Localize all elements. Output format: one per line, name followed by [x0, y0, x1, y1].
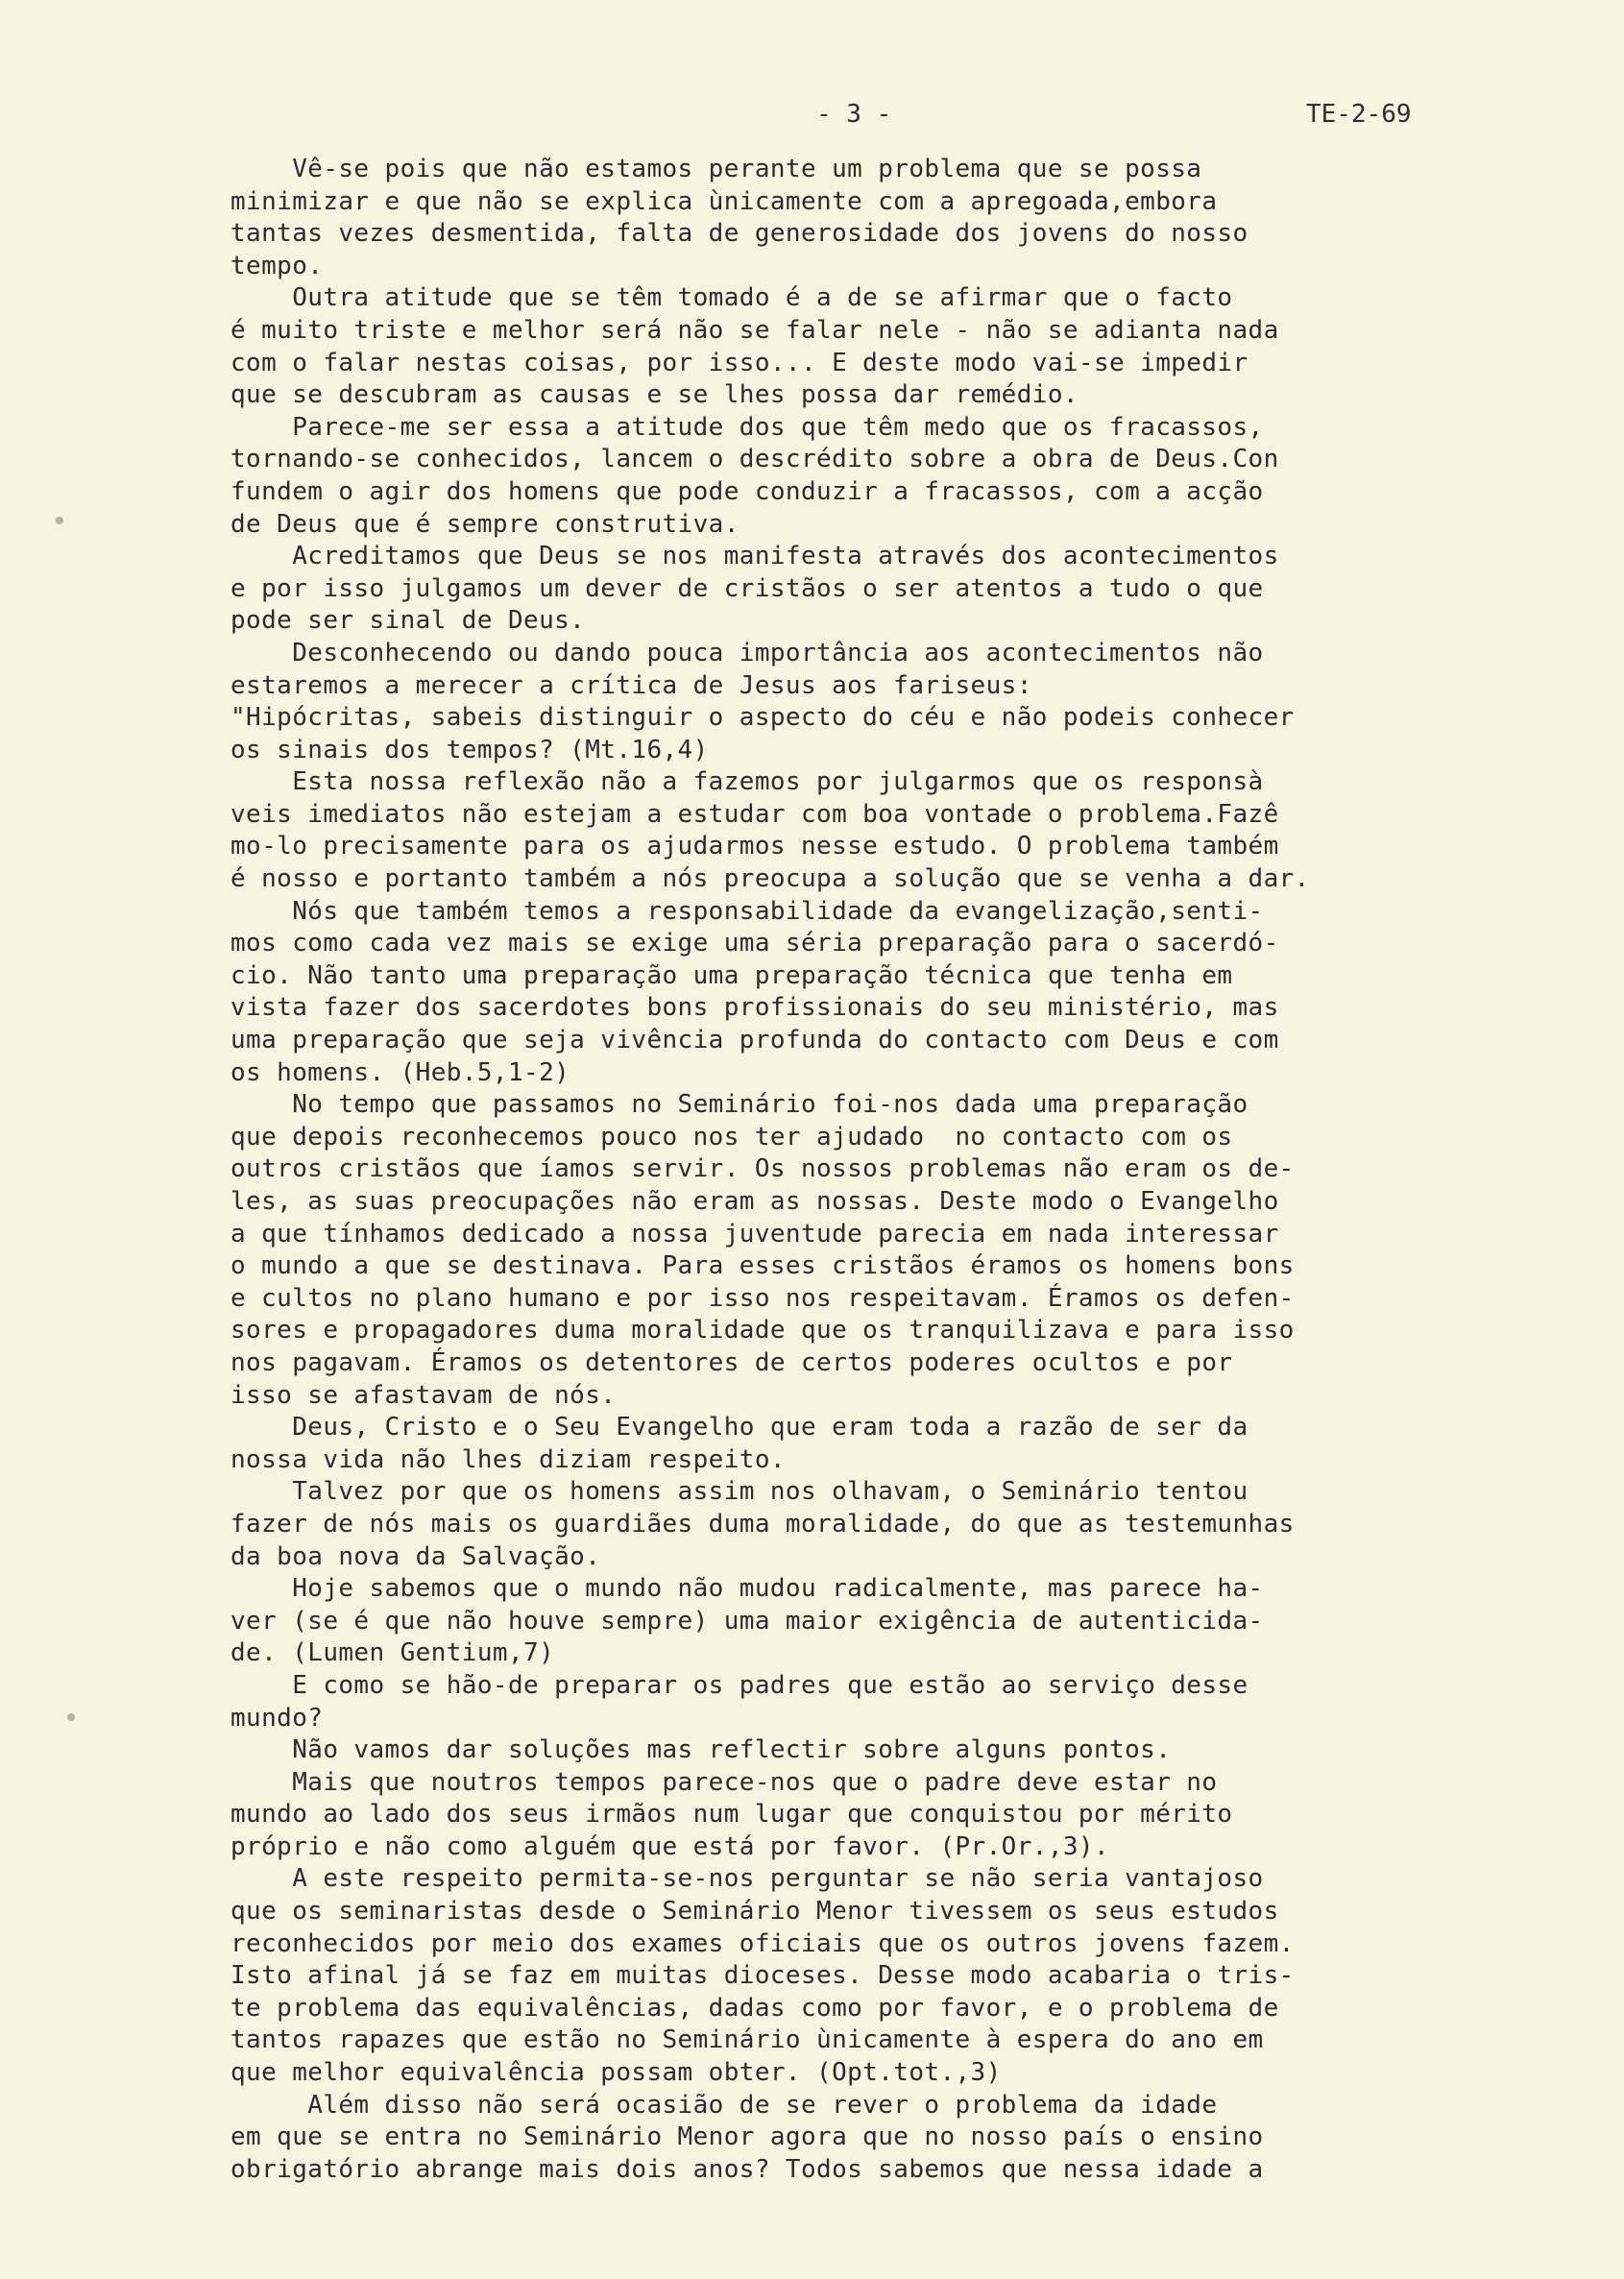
text-line: a que tínhamos dedicado a nossa juventude parecia em nada interessar [230, 1219, 1279, 1249]
text-line: Acreditamos que Deus se nos manifesta através dos acontecimentos [230, 542, 1279, 571]
text-line: "Hipócritas, sabeis distinguir o aspecto do céu e não podeis conhecer [230, 703, 1295, 733]
text-line: de Deus que é sempre construtiva. [230, 509, 739, 539]
text-line: que depois reconhecemos pouco nos ter ajudado no contacto com os [230, 1122, 1233, 1152]
text-line: mundo? [230, 1703, 324, 1733]
text-line: que se descubram as causas e se lhes possa dar remédio. [230, 380, 1079, 410]
text-line: minimizar e que não se explica ùnicamente com a apregoada,embora [230, 186, 1218, 216]
text-line: Talvez por que os homens assim nos olhavam, o Seminário tentou [230, 1477, 1248, 1507]
text-line: estaremos a merecer a crítica de Jesus aos fariseus: [230, 670, 1032, 700]
text-line: te problema das equivalências, dadas como por favor, e o problema de [230, 1993, 1279, 2023]
text-line: é nosso e portanto também a nós preocupa a solução que se venha a dar. [230, 864, 1310, 894]
text-line: é muito triste e melhor será não se falar nele - não se adianta nada [230, 315, 1279, 345]
text-line: vista fazer dos sacerdotes bons profissionais do seu ministério, mas [230, 993, 1279, 1023]
text-line: Mais que noutros tempos parece-nos que o padre deve estar no [230, 1767, 1218, 1797]
text-line: isso se afastavam de nós. [230, 1380, 617, 1410]
text-line: outros cristãos que íamos servir. Os nossos problemas não eram os de- [230, 1154, 1295, 1184]
text-line: uma preparação que seja vivência profunda do contacto com Deus e com [230, 1026, 1279, 1055]
text-line: que melhor equivalência possam obter. (Opt.tot.,3) [230, 2058, 1002, 2088]
punch-hole-mark [67, 1713, 75, 1721]
text-line: pode ser sinal de Deus. [230, 606, 586, 636]
text-line: Não vamos dar soluções mas reflectir sobre alguns pontos. [230, 1735, 1172, 1765]
text-line: les, as suas preocupações não eram as nossas. Deste modo o Evangelho [230, 1187, 1279, 1216]
document-reference: TE-2-69 [1306, 100, 1412, 129]
text-line: os sinais dos tempos? (Mt.16,4) [230, 735, 709, 764]
text-line: cio. Não tanto uma preparação uma preparação técnica que tenha em [230, 960, 1233, 990]
text-line: Hoje sabemos que o mundo não mudou radicalmente, mas parece ha- [230, 1574, 1264, 1604]
text-line: próprio e não como alguém que está por favor. (Pr.Or.,3). [230, 1831, 1110, 1861]
body-text [230, 154, 1565, 2186]
text-line: o mundo a que se destinava. Para esses cristãos éramos os homens bons [230, 1251, 1295, 1281]
text-line: sores e propagadores duma moralidade que os tranquilizava e para isso [230, 1316, 1295, 1346]
text-line: mundo ao lado dos seus irmãos num lugar que conquistou por mérito [230, 1800, 1233, 1830]
text-line: Nós que também temos a responsabilidade da evangelização,senti- [230, 896, 1264, 926]
text-line: tempo. [230, 251, 324, 280]
text-line: nos pagavam. Éramos os detentores de certos poderes ocultos e por [230, 1347, 1233, 1377]
text-line: No tempo que passamos no Seminário foi-nos dada uma preparação [230, 1090, 1248, 1120]
text-line: fundem o agir dos homens que pode conduzir a fracassos, com a acção [230, 476, 1264, 506]
text-line: obrigatório abrange mais dois anos? Todos sabemos que nessa idade a [230, 2154, 1264, 2184]
text-line: veis imediatos não estejam a estudar com boa vontade o problema.Fazê [230, 799, 1279, 829]
text-line: de. (Lumen Gentium,7) [230, 1638, 555, 1668]
text-line: que os seminaristas desde o Seminário Menor tivessem os seus estudos [230, 1897, 1279, 1927]
text-line: Outra atitude que se têm tomado é a de se afirmar que o facto [230, 283, 1233, 313]
text-line: em que se entra no Seminário Menor agora que no nosso país o ensino [230, 2122, 1264, 2152]
text-line: mo-lo precisamente para os ajudarmos nesse estudo. O problema também [230, 832, 1279, 861]
text-line: ver (se é que não houve sempre) uma maior exigência de autenticida- [230, 1606, 1264, 1636]
text-line: Esta nossa reflexão não a fazemos por julgarmos que os responsà [230, 767, 1264, 797]
text-line: mos como cada vez mais se exige uma séria preparação para o sacerdó- [230, 929, 1279, 958]
text-line: Deus, Cristo e o Seu Evangelho que eram toda a razão de ser da [230, 1413, 1248, 1443]
text-line: Vê-se pois que não estamos perante um problema que se possa [230, 155, 1202, 183]
punch-hole-mark [56, 517, 63, 524]
text-line: da boa nova da Salvação. [230, 1541, 601, 1571]
text-line: e cultos no plano humano e por isso nos respeitavam. Éramos os defen- [230, 1283, 1295, 1313]
text-line: A este respeito permita-se-nos perguntar se não seria vantajoso [230, 1864, 1264, 1894]
text-line: fazer de nós mais os guardiães duma moralidade, do que as testemunhas [230, 1509, 1295, 1539]
text-line: nossa vida não lhes diziam respeito. [230, 1444, 786, 1474]
text-line: os homens. (Heb.5,1-2) [230, 1057, 570, 1087]
text-line: e por isso julgamos um dever de cristãos o ser atentos a tudo o que [230, 573, 1264, 603]
text-line: E como se hão-de preparar os padres que estão ao serviço desse [230, 1670, 1248, 1700]
text-line: Além disso não será ocasião de se rever o problema da idade [230, 2090, 1218, 2120]
text-line: tantos rapazes que estão no Seminário ùnicamente à espera do ano em [230, 2025, 1264, 2055]
text-line: Desconhecendo ou dando pouca importância aos acontecimentos não [230, 638, 1264, 667]
text-line: reconhecidos por meio dos exames oficiais que os outros jovens fazem. [230, 1928, 1295, 1958]
text-line: tantas vezes desmentida, falta de generosidade dos jovens do nosso [230, 219, 1248, 249]
page-number: - 3 - [816, 100, 892, 129]
text-line: Parece-me ser essa a atitude dos que têm medo que os fracassos, [230, 412, 1264, 442]
text-line: Isto afinal já se faz em muitas dioceses. Desse modo acabaria o tris- [230, 1961, 1295, 1991]
text-line: tornando-se conhecidos, lancem o descrédito sobre a obra de Deus.Con [230, 445, 1279, 474]
text-line: com o falar nestas coisas, por isso... E deste modo vai-se impedir [230, 348, 1248, 377]
